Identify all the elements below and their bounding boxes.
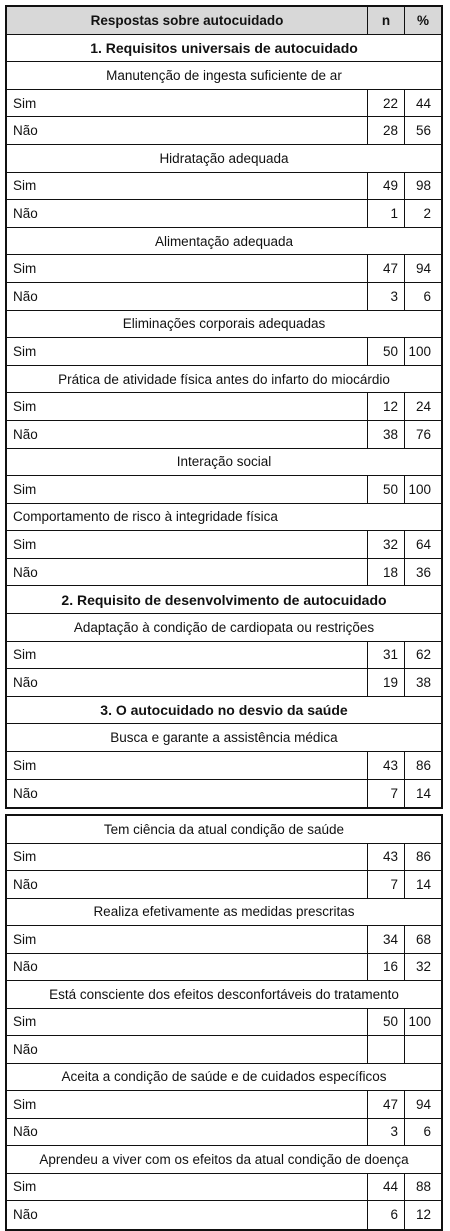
row-percent: 24 — [404, 393, 441, 420]
row-label: Não — [13, 1041, 38, 1057]
row-count: 50 — [367, 338, 404, 365]
row-label: Sim — [13, 1014, 37, 1030]
subsection-heading-row — [7, 504, 441, 532]
row-count: 31 — [367, 642, 404, 669]
table-row — [7, 844, 441, 872]
row-percent: 32 — [404, 954, 441, 981]
subsection-heading-row — [7, 724, 441, 752]
row-percent: 94 — [404, 1091, 441, 1118]
table-row — [7, 1174, 441, 1202]
row-count: 50 — [367, 1009, 404, 1036]
row-label: Não — [13, 959, 38, 975]
row-count: 19 — [367, 669, 404, 696]
subsection-heading: Hidratação adequada — [159, 150, 289, 166]
subsection-heading-row — [7, 228, 441, 256]
subsection-heading: Prática de atividade física antes do infarto do miocárdio — [58, 371, 390, 387]
subsection-heading: Alimentação adequada — [154, 233, 294, 249]
row-percent: 44 — [404, 90, 441, 117]
subsection-heading-row — [7, 899, 441, 927]
subsection-heading: Está consciente dos efeitos desconfortáveis do tratamento — [49, 986, 399, 1002]
subsection-heading: Eliminações corporais adequadas — [122, 316, 326, 332]
row-percent: 2 — [404, 200, 441, 227]
subsection-heading-row — [7, 311, 441, 339]
self-care-table-part-1 — [5, 5, 443, 809]
row-label: Não — [13, 785, 38, 801]
table-header-row — [7, 7, 441, 35]
section-heading-row — [7, 35, 441, 63]
row-percent: 14 — [404, 780, 441, 808]
row-label: Não — [13, 1124, 38, 1140]
row-count: 22 — [367, 90, 404, 117]
row-count: 28 — [367, 117, 404, 144]
row-label: Sim — [13, 537, 37, 553]
table-row — [7, 669, 441, 697]
row-percent: 76 — [404, 421, 441, 448]
row-count: 47 — [367, 255, 404, 282]
table-row — [7, 1091, 441, 1119]
section-heading: 3. O autocuidado no desvio da saúde — [100, 702, 348, 719]
header-n: n — [367, 7, 404, 34]
row-label: Sim — [13, 481, 37, 497]
row-count: 44 — [367, 1174, 404, 1201]
row-count — [367, 1036, 404, 1063]
section-heading-row — [7, 586, 441, 614]
table-row — [7, 1009, 441, 1037]
row-label: Sim — [13, 178, 37, 194]
row-count: 32 — [367, 531, 404, 558]
table-row — [7, 255, 441, 283]
row-label: Não — [13, 288, 38, 304]
row-count: 3 — [367, 1119, 404, 1146]
row-percent: 36 — [404, 559, 441, 586]
row-count: 7 — [367, 780, 404, 808]
subsection-heading-row — [7, 145, 441, 173]
row-label: Não — [13, 1207, 38, 1223]
row-count: 16 — [367, 954, 404, 981]
subsection-heading: Realiza efetivamente as medidas prescritas — [93, 904, 355, 920]
row-label: Não — [13, 205, 38, 221]
section-heading: 2. Requisito de desenvolvimento de autocuidado — [61, 591, 387, 608]
table-row — [7, 780, 441, 808]
subsection-heading: Aprendeu a viver com os efeitos da atual condição de doença — [39, 1151, 409, 1167]
row-percent: 86 — [404, 752, 441, 779]
header-percent: % — [404, 7, 441, 34]
table-row — [7, 1036, 441, 1064]
subsection-heading-row — [7, 981, 441, 1009]
subsection-heading: Comportamento de risco à integridade física — [13, 509, 278, 525]
table-row — [7, 90, 441, 118]
subsection-heading: Interação social — [176, 454, 272, 470]
table-row — [7, 283, 441, 311]
row-percent: 100 — [404, 476, 441, 503]
row-label: Não — [13, 675, 38, 691]
row-label: Não — [13, 564, 38, 580]
table-row — [7, 871, 441, 899]
subsection-heading: Adaptação à condição de cardiopata ou restrições — [73, 619, 375, 635]
row-percent: 6 — [404, 283, 441, 310]
subsection-heading-row — [7, 62, 441, 90]
row-count: 47 — [367, 1091, 404, 1118]
row-count: 6 — [367, 1201, 404, 1229]
subsection-heading-row — [7, 449, 441, 477]
row-label: Sim — [13, 647, 37, 663]
row-count: 12 — [367, 393, 404, 420]
table-row — [7, 642, 441, 670]
row-label: Sim — [13, 343, 37, 359]
table-row — [7, 752, 441, 780]
row-label: Não — [13, 426, 38, 442]
row-count: 50 — [367, 476, 404, 503]
subsection-heading-row — [7, 366, 441, 394]
table-row — [7, 476, 441, 504]
row-percent: 6 — [404, 1119, 441, 1146]
row-count: 38 — [367, 421, 404, 448]
row-count: 1 — [367, 200, 404, 227]
row-percent — [404, 1036, 441, 1063]
subsection-heading-row — [7, 1064, 441, 1092]
section-heading-row — [7, 697, 441, 725]
table-row — [7, 117, 441, 145]
row-percent: 68 — [404, 926, 441, 953]
row-count: 3 — [367, 283, 404, 310]
table-row — [7, 393, 441, 421]
row-count: 18 — [367, 559, 404, 586]
row-count: 49 — [367, 173, 404, 200]
row-count: 43 — [367, 752, 404, 779]
row-percent: 100 — [404, 338, 441, 365]
section-heading: 1. Requisitos universais de autocuidado — [90, 39, 358, 56]
table-row — [7, 531, 441, 559]
row-percent: 64 — [404, 531, 441, 558]
table-row — [7, 1201, 441, 1229]
table-row — [7, 559, 441, 587]
row-percent: 14 — [404, 871, 441, 898]
row-label: Sim — [13, 95, 37, 111]
row-label: Sim — [13, 1096, 37, 1112]
row-label: Sim — [13, 931, 37, 947]
table-1-body — [7, 35, 441, 808]
subsection-heading-row — [7, 1146, 441, 1174]
row-label: Não — [13, 876, 38, 892]
row-count: 43 — [367, 844, 404, 871]
row-label: Sim — [13, 261, 37, 277]
row-percent: 38 — [404, 669, 441, 696]
table-row — [7, 173, 441, 201]
table-row — [7, 926, 441, 954]
row-label: Não — [13, 123, 38, 139]
row-percent: 62 — [404, 642, 441, 669]
row-percent: 98 — [404, 173, 441, 200]
row-label: Sim — [13, 1179, 37, 1195]
row-count: 34 — [367, 926, 404, 953]
table-row — [7, 338, 441, 366]
subsection-heading: Tem ciência da atual condição de saúde — [103, 821, 345, 837]
row-percent: 12 — [404, 1201, 441, 1229]
header-label: Respostas sobre autocuidado — [90, 12, 284, 28]
subsection-heading-row — [7, 816, 441, 844]
row-count: 7 — [367, 871, 404, 898]
self-care-table-part-2 — [5, 814, 443, 1231]
row-percent: 94 — [404, 255, 441, 282]
subsection-heading: Aceita a condição de saúde e de cuidados específicos — [61, 1069, 387, 1085]
table-row — [7, 1119, 441, 1147]
row-percent: 100 — [404, 1009, 441, 1036]
table-row — [7, 421, 441, 449]
subsection-heading-row — [7, 614, 441, 642]
row-percent: 88 — [404, 1174, 441, 1201]
row-percent: 56 — [404, 117, 441, 144]
subsection-heading: Manutenção de ingesta suficiente de ar — [106, 67, 342, 83]
row-label: Sim — [13, 757, 37, 773]
subsection-heading: Busca e garante a assistência médica — [110, 730, 338, 746]
row-label: Sim — [13, 399, 37, 415]
row-label: Sim — [13, 849, 37, 865]
table-row — [7, 200, 441, 228]
table-row — [7, 954, 441, 982]
row-percent: 86 — [404, 844, 441, 871]
table-2-body — [7, 816, 441, 1229]
